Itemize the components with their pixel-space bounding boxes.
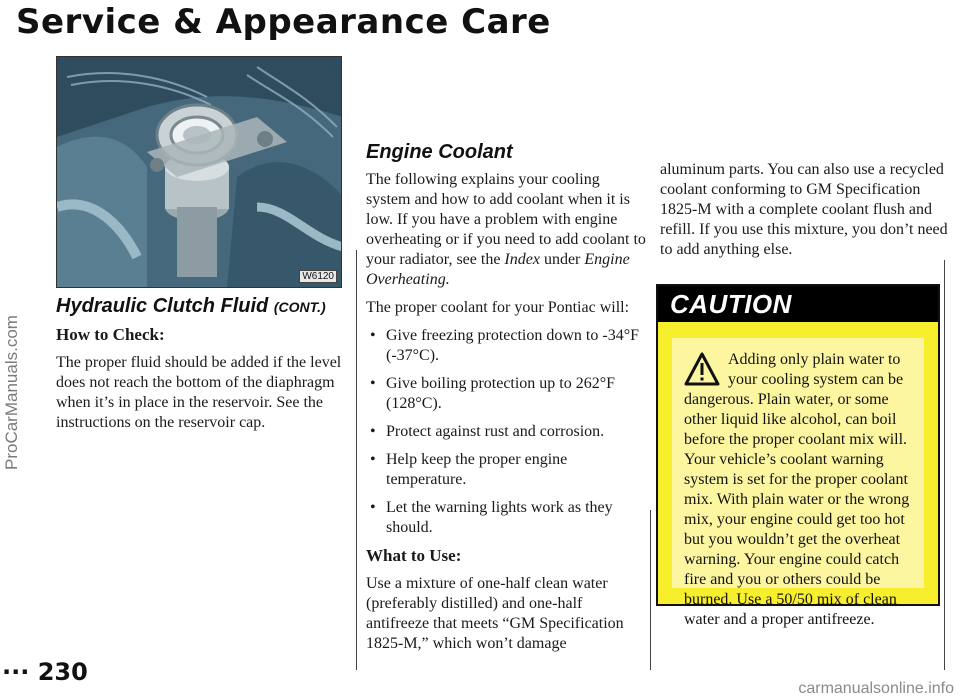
page-number: ··· 230 — [2, 658, 88, 686]
warning-triangle-icon — [684, 352, 720, 386]
column-divider-1 — [356, 250, 357, 670]
clutch-body: The proper fluid should be added if the level does not reach the bottom of the diaphragm when it’s in place in the reservoir. See the instructions on the reservoir cap. — [56, 354, 342, 431]
list-item: • Let the warning lights work as they should. — [366, 498, 646, 538]
clutch-title-suffix: (CONT.) — [273, 299, 326, 315]
caution-body — [672, 338, 924, 628]
engine-photo — [56, 56, 342, 288]
clutch-reservoir-illustration — [57, 57, 342, 288]
coolant-continued-column — [660, 160, 950, 268]
caution-text: Adding only plain water to your cooling system can be dangerous. Plain water, or some other liquid like alcohol, can boil before the proper coolant mix will. Your vehicle’s coolant warning system is set for the proper coolant mix. With plain water or the wrong mix, your engine could get too hot but you wouldn’t get the overheat warning. Your engine could catch fire and you or others could be burned. Use a 50/50 mix of clean water and a proper antifreeze. — [684, 351, 910, 628]
engine-overheating-reference: Engine Overheating. — [366, 251, 630, 288]
list-item: • Help keep the proper engine temperature. — [366, 450, 646, 490]
clutch-column — [56, 294, 346, 441]
coolant-continued: aluminum parts. You can also use a recycled coolant conforming to GM Specification 1825-M with a complete coolant flush and refill. If you use this mixture, you don’t need to add anything else. — [660, 161, 948, 258]
coolant-intro — [366, 170, 646, 290]
page-title: Service & Appearance Care — [16, 2, 551, 42]
clutch-section-title — [56, 294, 346, 319]
coolant-section-title: Engine Coolant — [366, 141, 513, 163]
list-item: • Give freezing protection down to -34°F (-37°C). — [366, 326, 646, 366]
coolant-use-body: Use a mixture of one-half clean water (preferably distilled) and one-half antifreeze that meets “GM Specification 1825-M,” which won’t damage — [366, 575, 624, 652]
page-number-value: 230 — [37, 658, 88, 686]
coolant-proper: The proper coolant for your Pontiac will: — [366, 299, 630, 316]
coolant-intro-under: under — [543, 251, 581, 268]
bottom-watermark: carmanualsonline.info — [798, 680, 954, 697]
caution-box — [656, 284, 940, 628]
column-divider-2 — [650, 510, 651, 670]
figure-label: W6120 — [299, 270, 337, 283]
column-divider-3 — [944, 260, 945, 670]
caution-heading: CAUTION — [658, 286, 938, 322]
coolant-column — [366, 140, 646, 662]
clutch-title-text: Hydraulic Clutch Fluid — [56, 295, 269, 317]
coolant-bullet-list — [366, 326, 646, 538]
what-to-use-subhead: What to Use: — [366, 546, 462, 565]
side-watermark: ProCarManuals.com — [2, 315, 21, 470]
list-item: • Give boiling protection up to 262°F (128°C). — [366, 374, 646, 414]
coolant-intro-text: The following explains your cooling system and how to add coolant when it is low. If you have a problem with engine overheating or if you need to add coolant to your radiator, see the — [366, 171, 646, 268]
how-to-check-subhead: How to Check: — [56, 325, 165, 344]
list-item: • Protect against rust and corrosion. — [366, 422, 646, 442]
index-reference: Index — [504, 251, 540, 268]
